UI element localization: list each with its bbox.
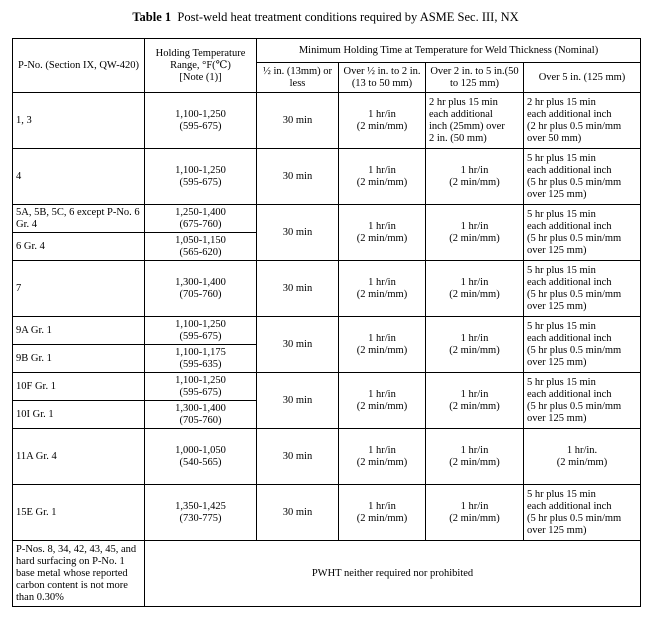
temperature-cell-line: (705-760) bbox=[179, 414, 222, 426]
time-half-to-2-cell-line: 1 hr/in bbox=[368, 164, 396, 176]
time-half-inch-cell: 30 min bbox=[257, 373, 339, 429]
temperature-cell-line: 1,300-1,400 bbox=[175, 402, 226, 414]
pno-cell: 15E Gr. 1 bbox=[13, 485, 145, 541]
time-over-5-cell-line: each additional inch bbox=[527, 332, 612, 344]
time-half-to-2-cell-line: 1 hr/in bbox=[368, 388, 396, 400]
time-over-5-cell-line: (5 hr plus 0.5 min/mm bbox=[527, 232, 622, 244]
time-over-5-cell-line: over 125 mm) bbox=[527, 188, 587, 200]
time-half-inch-cell: 30 min bbox=[257, 317, 339, 373]
time-over-5-cell-line: 1 hr/in. bbox=[566, 444, 598, 456]
temperature-cell bbox=[145, 345, 257, 373]
time-half-to-2-cell-line: (2 min/mm) bbox=[356, 288, 408, 300]
pno-cell: 6 Gr. 4 bbox=[13, 233, 145, 261]
time-2-to-5-cell-line: (2 min/mm) bbox=[449, 288, 500, 300]
time-half-to-2-cell-line: 1 hr/in bbox=[368, 108, 396, 120]
pno-cell: 9A Gr. 1 bbox=[13, 317, 145, 345]
time-over-5-cell bbox=[524, 373, 641, 429]
time-over-5-cell-line: over 50 mm) bbox=[527, 132, 582, 144]
time-2-to-5-cell-line: (2 min/mm) bbox=[449, 232, 500, 244]
temperature-cell-line: (675-760) bbox=[179, 218, 222, 230]
table-row bbox=[13, 205, 641, 233]
time-half-inch-cell: 30 min bbox=[257, 93, 339, 149]
time-over-5-cell-line: (5 hr plus 0.5 min/mm bbox=[527, 344, 622, 356]
time-2-to-5-cell-line: (2 min/mm) bbox=[449, 176, 500, 188]
temperature-cell-line: 1,100-1,250 bbox=[175, 318, 226, 330]
temperature-cell-line: 1,100-1,250 bbox=[175, 374, 226, 386]
time-2-to-5-cell-line: (2 min/mm) bbox=[449, 400, 500, 412]
time-half-to-2-cell bbox=[339, 93, 426, 149]
temperature-cell bbox=[145, 429, 257, 485]
time-over-5-cell-line: (5 hr plus 0.5 min/mm bbox=[527, 176, 622, 188]
time-over-5-cell-line: 5 hr plus 15 min bbox=[527, 376, 596, 388]
table-row bbox=[13, 541, 641, 607]
time-half-to-2-cell-line: 1 hr/in bbox=[368, 444, 396, 456]
time-over-5-cell-line: over 125 mm) bbox=[527, 300, 587, 312]
table-row bbox=[13, 317, 641, 345]
temperature-cell-line: 1,350-1,425 bbox=[175, 500, 226, 512]
temperature-cell-line: (705-760) bbox=[179, 288, 222, 300]
temperature-cell bbox=[145, 93, 257, 149]
time-2-to-5-cell-line: 1 hr/in bbox=[460, 388, 489, 400]
time-over-5-cell-line: each additional inch bbox=[527, 220, 612, 232]
table-caption bbox=[0, 10, 651, 25]
pno-cell: P-Nos. 8, 34, 42, 43, 45, and hard surfacing on P-No. 1 base metal whose reported carbon content is not more than 0.30% bbox=[13, 541, 145, 607]
time-over-5-cell bbox=[524, 485, 641, 541]
time-2-to-5-cell bbox=[426, 205, 524, 261]
temperature-cell-line: (595-675) bbox=[179, 330, 222, 342]
time-over-5-cell-line: over 125 mm) bbox=[527, 524, 587, 536]
temperature-cell bbox=[145, 205, 257, 233]
time-over-5-cell-line: 5 hr plus 15 min bbox=[527, 488, 596, 500]
time-half-inch-cell: 30 min bbox=[257, 485, 339, 541]
temperature-cell-line: 1,300-1,400 bbox=[175, 276, 226, 288]
table-row bbox=[13, 149, 641, 205]
header-col-2-to-5: Over 2 in. to 5 in.(50 to 125 mm) bbox=[426, 63, 524, 93]
time-half-to-2-cell-line: 1 hr/in bbox=[368, 276, 396, 288]
time-over-5-cell-line: 5 hr plus 15 min bbox=[527, 264, 596, 276]
time-over-5-cell-line: (2 min/mm) bbox=[556, 456, 608, 468]
time-2-to-5-cell-line: inch (25mm) over bbox=[429, 120, 505, 132]
temperature-cell bbox=[145, 261, 257, 317]
time-2-to-5-cell-line: 1 hr/in bbox=[460, 444, 489, 456]
time-2-to-5-cell-line: 1 hr/in bbox=[460, 220, 489, 232]
temperature-cell-line: (730-775) bbox=[179, 512, 222, 524]
time-half-to-2-cell-line: (2 min/mm) bbox=[356, 344, 408, 356]
temperature-cell-line: (595-675) bbox=[179, 176, 222, 188]
temperature-cell bbox=[145, 401, 257, 429]
pwht-table bbox=[12, 38, 641, 607]
time-over-5-cell-line: each additional inch bbox=[527, 500, 612, 512]
table-row bbox=[13, 373, 641, 401]
pno-cell: 5A, 5B, 5C, 6 except P-No. 6 Gr. 4 bbox=[13, 205, 145, 233]
time-half-to-2-cell bbox=[339, 261, 426, 317]
time-over-5-cell-line: 5 hr plus 15 min bbox=[527, 152, 596, 164]
table-row bbox=[13, 93, 641, 149]
time-half-to-2-cell-line: (2 min/mm) bbox=[356, 176, 408, 188]
temperature-cell bbox=[145, 485, 257, 541]
temperature-cell-line: 1,000-1,050 bbox=[175, 444, 226, 456]
time-half-to-2-cell-line: 1 hr/in bbox=[368, 220, 396, 232]
time-half-to-2-cell bbox=[339, 317, 426, 373]
temperature-cell-line: (565-620) bbox=[179, 246, 222, 258]
time-half-to-2-cell-line: (2 min/mm) bbox=[356, 512, 408, 524]
time-2-to-5-cell bbox=[426, 485, 524, 541]
time-over-5-cell bbox=[524, 317, 641, 373]
time-half-to-2-cell-line: (2 min/mm) bbox=[356, 120, 408, 132]
table-row bbox=[13, 485, 641, 541]
header-min-holding-time: Minimum Holding Time at Temperature for Weld Thickness (Nominal) bbox=[257, 39, 641, 63]
pno-cell: 7 bbox=[13, 261, 145, 317]
time-2-to-5-cell-line: 1 hr/in bbox=[460, 500, 489, 512]
time-over-5-cell-line: 5 hr plus 15 min bbox=[527, 320, 596, 332]
time-half-to-2-cell-line: 1 hr/in bbox=[368, 332, 396, 344]
time-half-to-2-cell-line: (2 min/mm) bbox=[356, 456, 408, 468]
header-col-half-to-2: Over ½ in. to 2 in.(13 to 50 mm) bbox=[339, 63, 426, 93]
temperature-cell-line: (595-675) bbox=[179, 120, 222, 132]
header-col-half-inch: ½ in. (13mm) or less bbox=[257, 63, 339, 93]
table-row bbox=[13, 429, 641, 485]
time-2-to-5-cell bbox=[426, 373, 524, 429]
time-over-5-cell-line: over 125 mm) bbox=[527, 244, 587, 256]
temperature-cell bbox=[145, 317, 257, 345]
time-half-to-2-cell bbox=[339, 373, 426, 429]
time-half-to-2-cell bbox=[339, 149, 426, 205]
time-over-5-cell bbox=[524, 149, 641, 205]
time-2-to-5-cell-line: 2 in. (50 mm) bbox=[429, 132, 487, 144]
time-over-5-cell-line: 5 hr plus 15 min bbox=[527, 208, 596, 220]
table-row bbox=[13, 261, 641, 317]
temperature-cell-line: 1,100-1,175 bbox=[175, 346, 226, 358]
time-2-to-5-cell-line: 1 hr/in bbox=[460, 276, 489, 288]
time-2-to-5-cell bbox=[426, 429, 524, 485]
temperature-cell bbox=[145, 373, 257, 401]
time-over-5-cell-line: each additional inch bbox=[527, 164, 612, 176]
time-2-to-5-cell bbox=[426, 261, 524, 317]
time-half-to-2-cell-line: 1 hr/in bbox=[368, 500, 396, 512]
time-half-inch-cell: 30 min bbox=[257, 429, 339, 485]
time-2-to-5-cell bbox=[426, 149, 524, 205]
time-2-to-5-cell-line: (2 min/mm) bbox=[449, 344, 500, 356]
temperature-cell bbox=[145, 233, 257, 261]
time-over-5-cell-line: (5 hr plus 0.5 min/mm bbox=[527, 400, 622, 412]
time-2-to-5-cell-line: 1 hr/in bbox=[460, 164, 489, 176]
time-2-to-5-cell-line: 1 hr/in bbox=[460, 332, 489, 344]
time-2-to-5-cell-line: (2 min/mm) bbox=[449, 456, 500, 468]
time-over-5-cell-line: each additional inch bbox=[527, 388, 612, 400]
header-col-over-5: Over 5 in. (125 mm) bbox=[524, 63, 641, 93]
time-half-inch-cell: 30 min bbox=[257, 205, 339, 261]
time-over-5-cell-line: each additional inch bbox=[527, 276, 612, 288]
temperature-cell-line: 1,050-1,150 bbox=[175, 234, 226, 246]
time-half-to-2-cell bbox=[339, 485, 426, 541]
temperature-cell-line: (595-635) bbox=[179, 358, 222, 370]
time-over-5-cell bbox=[524, 429, 641, 485]
pno-cell: 4 bbox=[13, 149, 145, 205]
table-caption-text: Post-weld heat treatment conditions required by ASME Sec. III, NX bbox=[177, 10, 519, 24]
time-over-5-cell-line: each additional inch bbox=[527, 108, 612, 120]
time-over-5-cell-line: (5 hr plus 0.5 min/mm bbox=[527, 288, 622, 300]
time-over-5-cell-line: over 125 mm) bbox=[527, 412, 587, 424]
pno-cell: 10F Gr. 1 bbox=[13, 373, 145, 401]
time-half-inch-cell: 30 min bbox=[257, 261, 339, 317]
temperature-cell bbox=[145, 149, 257, 205]
time-over-5-cell bbox=[524, 261, 641, 317]
header-note: [Note (1)] bbox=[179, 71, 222, 83]
time-half-inch-cell: 30 min bbox=[257, 149, 339, 205]
time-half-to-2-cell bbox=[339, 429, 426, 485]
header-pno: P-No. (Section IX, QW-420) bbox=[13, 39, 145, 93]
time-2-to-5-cell-line: each additional bbox=[429, 108, 493, 120]
temperature-cell-line: 1,100-1,250 bbox=[175, 164, 226, 176]
time-over-5-cell-line: (2 hr plus 0.5 min/mm bbox=[527, 120, 622, 132]
time-over-5-cell-line: 2 hr plus 15 min bbox=[527, 96, 596, 108]
time-over-5-cell bbox=[524, 205, 641, 261]
pno-cell: 11A Gr. 4 bbox=[13, 429, 145, 485]
time-half-to-2-cell-line: (2 min/mm) bbox=[356, 400, 408, 412]
time-2-to-5-cell-line: 2 hr plus 15 min bbox=[429, 96, 498, 108]
time-2-to-5-cell bbox=[426, 317, 524, 373]
time-2-to-5-cell-line: (2 min/mm) bbox=[449, 512, 500, 524]
header-holding-temperature: Holding Temperature Range, °F(℃) [Note (1)] bbox=[145, 39, 257, 93]
table-caption-label: Table 1 bbox=[132, 10, 172, 24]
temperature-cell-line: (595-675) bbox=[179, 386, 222, 398]
time-half-to-2-cell-line: (2 min/mm) bbox=[356, 232, 408, 244]
time-over-5-cell bbox=[524, 93, 641, 149]
temperature-cell-line: 1,250-1,400 bbox=[175, 206, 226, 218]
time-2-to-5-cell bbox=[426, 93, 524, 149]
temperature-cell-line: (540-565) bbox=[179, 456, 222, 468]
time-over-5-cell-line: over 125 mm) bbox=[527, 356, 587, 368]
pno-cell: 9B Gr. 1 bbox=[13, 345, 145, 373]
time-half-to-2-cell bbox=[339, 205, 426, 261]
pno-cell: 1, 3 bbox=[13, 93, 145, 149]
pno-cell: 10I Gr. 1 bbox=[13, 401, 145, 429]
time-over-5-cell-line: (5 hr plus 0.5 min/mm bbox=[527, 512, 622, 524]
temperature-cell-line: 1,100-1,250 bbox=[175, 108, 226, 120]
pwht-note-cell: PWHT neither required nor prohibited bbox=[145, 541, 641, 607]
